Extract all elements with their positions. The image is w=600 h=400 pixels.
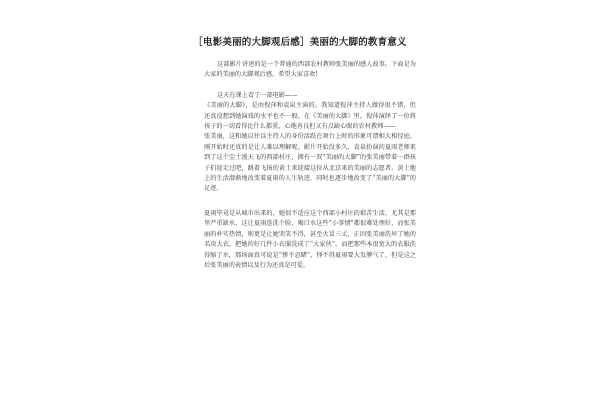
document-body [204,60,416,271]
spacer [204,195,416,209]
intro-paragraph: 这部影片讲述的是一个普通的西部农村教师张美丽的感人故事。下面是为大家的美丽的大脚观后感，希望大家喜欢! [204,61,416,79]
paragraph-1: 《美丽的大脚》，是由倪萍和袁泉主演的。我知道倪萍主持人做得很不错，但还真没想到她演戏的水平也不一般。在《美丽的大脚》里，倪萍演绎了一位将孩子的一切看得比什么都重，心地善良但又有点缺心眼的农村教师—— [204,102,416,131]
paragraph-1-lead: 这天在课上看了一部电影—— [217,91,298,99]
paragraph-3: 夏雨毕竟是从城市出来的，她很不适应这个西部小村庄的艰苦生活，尤其是那里严重缺水，这让夏雨连洗个脸，喝口水这些“小事情”都很难处理好，而张美丽的朴实热情，则更是让她哭笑不得，甚至火冒三丈，正因张美丽洗坏了她的名贵大衣，把她的好几件小衣服洗成了“大家伙”，而把那些本很宽大的衣服洗得缩了水，那场面真可说是“惨不忍睹”，怪不得夏雨要大发脾气了，但是这之后张美丽的表情以及行为还真是可爱。 [204,209,416,269]
spacer [204,81,416,91]
document-title: ［电影美丽的大脚观后感］美丽的大脚的教育意义 [193,37,407,48]
paragraph-2: 张美丽，这和她以往以主持人的身份活跃在舞台上时的形象可谓相大相径庭，刚开始时还真的是让人难以理解呢。影片开始没多久，袁泉扮演的夏雨老师来到了这个尘土漫天飞的西部村庄，拥有一双“美丽的大脚”的张美丽带着一群孩子们迎走过吧，跳着飞扬的黄土来迎接这位从北京来的美丽的志愿者。黄土地上的生活潜渐地改变着夏雨的人生轨迹，同时也逐步地改变了“美丽的大脚”的足迹。 [204,133,416,193]
